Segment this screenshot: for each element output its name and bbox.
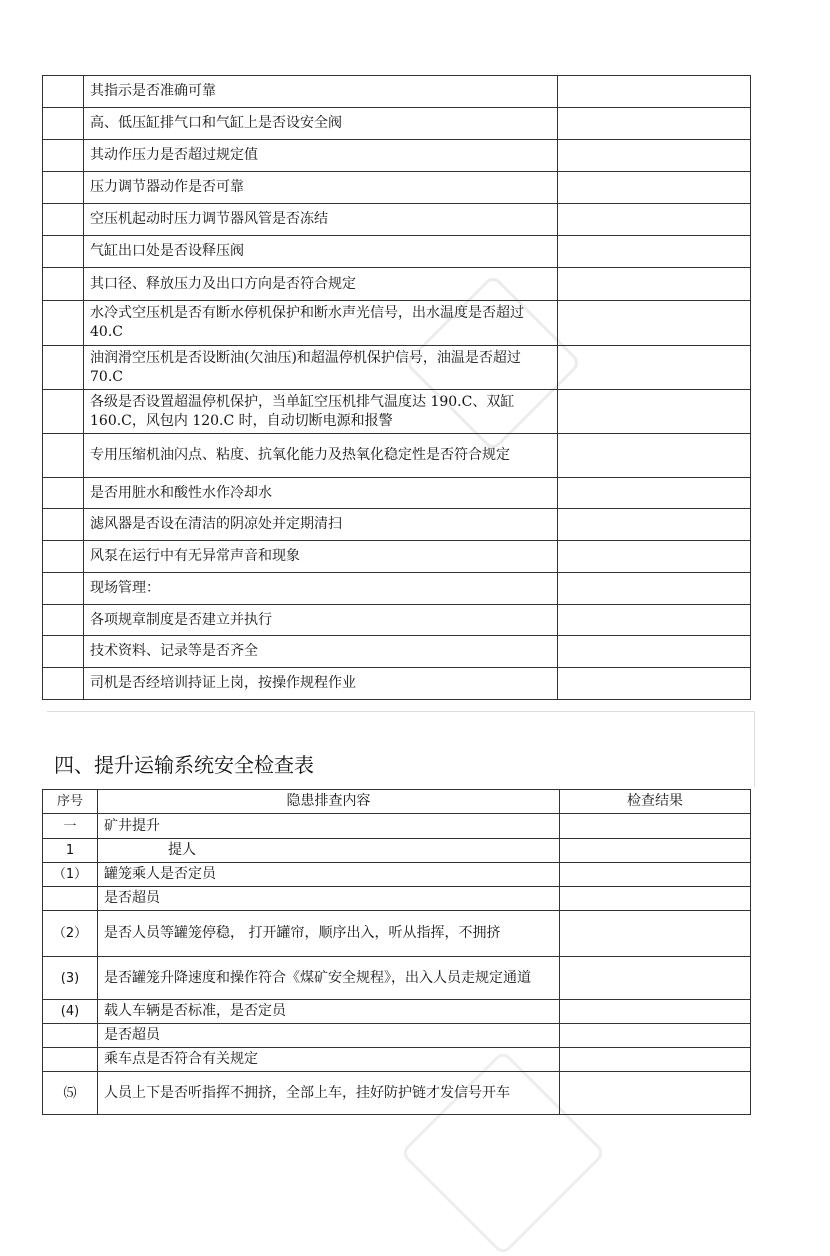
table-row — [43, 814, 751, 839]
inspection-table-hoisting — [42, 789, 751, 1115]
inspection-table-top — [42, 75, 751, 700]
result-cell[interactable] — [558, 605, 751, 636]
result-cell[interactable] — [560, 1072, 751, 1115]
table-row — [43, 76, 751, 108]
seq-cell — [43, 268, 84, 301]
result-cell[interactable] — [560, 1024, 751, 1048]
seq-cell — [43, 76, 84, 108]
seq-cell — [43, 1048, 98, 1072]
content-cell: 气缸出口处是否设释压阀 — [84, 236, 558, 268]
result-cell[interactable] — [560, 887, 751, 911]
seq-cell — [43, 887, 98, 911]
result-cell[interactable] — [558, 108, 751, 140]
table-row — [43, 236, 751, 268]
content-cell: 技术资料、记录等是否齐全 — [84, 636, 558, 668]
seq-cell — [43, 478, 84, 509]
seq-cell — [43, 541, 84, 573]
content-cell: 是否罐笼升降速度和操作符合《煤矿安全规程》，出入人员走规定通道 — [98, 957, 560, 1000]
section-title: 四、提升运输系统安全检查表 — [54, 753, 314, 777]
content-cell: 是否超员 — [98, 1024, 560, 1048]
table-row — [43, 478, 751, 509]
content-cell: 水冷式空压机是否有断水停机保护和断水声光信号，出水温度是否超过 40.C — [84, 301, 558, 346]
content-cell: 高、低压缸排气口和气缸上是否设安全阀 — [84, 108, 558, 140]
seq-cell: （1） — [43, 863, 98, 887]
seq-cell: ⑸ — [43, 1072, 98, 1115]
content-cell: 是否用脏水和酸性水作冷却水 — [84, 478, 558, 509]
table-row — [43, 887, 751, 911]
table-row — [43, 172, 751, 204]
content-cell: 其指示是否准确可靠 — [84, 76, 558, 108]
result-cell[interactable] — [558, 346, 751, 390]
table-row — [43, 668, 751, 700]
content-cell: 现场管理： — [84, 573, 558, 605]
content-cell: 滤风器是否设在清洁的阴凉处并定期清扫 — [84, 509, 558, 541]
table-row — [43, 541, 751, 573]
content-cell: 风泵在运行中有无异常声音和现象 — [84, 541, 558, 573]
table-row — [43, 390, 751, 434]
table-row — [43, 839, 751, 863]
result-cell[interactable] — [558, 76, 751, 108]
table-row — [43, 636, 751, 668]
result-cell[interactable] — [560, 911, 751, 957]
table-row — [43, 1048, 751, 1072]
seq-cell: (3) — [43, 957, 98, 1000]
header-content: 隐患排查内容 — [98, 790, 560, 814]
content-cell: 司机是否经培训持证上岗，按操作规程作业 — [84, 668, 558, 700]
result-cell[interactable] — [560, 814, 751, 839]
seq-cell — [43, 434, 84, 478]
content-cell: 矿井提升 — [98, 814, 560, 839]
content-cell: 其口径、释放压力及出口方向是否符合规定 — [84, 268, 558, 301]
result-cell[interactable] — [558, 236, 751, 268]
header-result: 检查结果 — [560, 790, 751, 814]
seq-cell — [43, 636, 84, 668]
table-row — [43, 204, 751, 236]
result-cell[interactable] — [560, 1000, 751, 1024]
content-cell: 专用压缩机油闪点、粘度、抗氧化能力及热氧化稳定性是否符合规定 — [84, 434, 558, 478]
table-row — [43, 1072, 751, 1115]
table-row — [43, 509, 751, 541]
table-row — [43, 434, 751, 478]
seq-cell — [43, 301, 84, 346]
seq-cell — [43, 346, 84, 390]
table-row — [43, 863, 751, 887]
result-cell[interactable] — [558, 668, 751, 700]
result-cell[interactable] — [558, 573, 751, 605]
result-cell[interactable] — [558, 301, 751, 346]
content-cell: 载人车辆是否标准，是否定员 — [98, 1000, 560, 1024]
table-row — [43, 911, 751, 957]
header-seq: 序号 — [43, 790, 98, 814]
seq-cell — [43, 573, 84, 605]
table-row — [43, 301, 751, 346]
table-row — [43, 605, 751, 636]
content-cell: 罐笼乘人是否定员 — [98, 863, 560, 887]
table-row — [43, 108, 751, 140]
result-cell[interactable] — [558, 636, 751, 668]
seq-cell: （2） — [43, 911, 98, 957]
content-cell: 各级是否设置超温停机保护，当单缸空压机排气温度达 190.C、双缸 160.C，风包内 120.C 时，自动切断电源和报警 — [84, 390, 558, 434]
content-cell: 是否人员等罐笼停稳， 打开罐帘，顺序出入，听从指挥，不拥挤 — [98, 911, 560, 957]
content-cell: 空压机起动时压力调节器风管是否冻结 — [84, 204, 558, 236]
content-cell: 各项规章制度是否建立并执行 — [84, 605, 558, 636]
result-cell[interactable] — [558, 541, 751, 573]
seq-cell — [43, 236, 84, 268]
content-cell: 提人 — [98, 839, 560, 863]
seq-cell — [43, 390, 84, 434]
seq-cell — [43, 1024, 98, 1048]
content-cell: 压力调节器动作是否可靠 — [84, 172, 558, 204]
table-row — [43, 1024, 751, 1048]
seq-cell — [43, 668, 84, 700]
content-cell: 是否超员 — [98, 887, 560, 911]
seq-cell — [43, 509, 84, 541]
table-row — [43, 1000, 751, 1024]
table-row — [43, 573, 751, 605]
content-cell: 其动作压力是否超过规定值 — [84, 140, 558, 172]
table-row — [43, 268, 751, 301]
result-cell[interactable] — [558, 268, 751, 301]
result-cell[interactable] — [558, 434, 751, 478]
seq-cell — [43, 108, 84, 140]
seq-cell — [43, 172, 84, 204]
seq-cell — [43, 140, 84, 172]
seq-cell — [43, 204, 84, 236]
table-header-row — [43, 790, 751, 814]
result-cell[interactable] — [558, 204, 751, 236]
seq-cell: 一 — [43, 814, 98, 839]
table-row — [43, 140, 751, 172]
content-cell: 油润滑空压机是否设断油(欠油压)和超温停机保护信号，油温是否超过 70.C — [84, 346, 558, 390]
seq-cell — [43, 605, 84, 636]
result-cell[interactable] — [558, 390, 751, 434]
result-cell[interactable] — [560, 839, 751, 863]
content-cell: 人员上下是否听指挥不拥挤，全部上车，挂好防护链才发信号开车 — [98, 1072, 560, 1115]
content-cell: 乘车点是否符合有关规定 — [98, 1048, 560, 1072]
result-cell[interactable] — [560, 863, 751, 887]
result-cell[interactable] — [558, 172, 751, 204]
result-cell[interactable] — [558, 478, 751, 509]
table-row — [43, 957, 751, 1000]
result-cell[interactable] — [558, 140, 751, 172]
result-cell[interactable] — [560, 957, 751, 1000]
result-cell[interactable] — [558, 509, 751, 541]
seq-cell: 1 — [43, 839, 98, 863]
seq-cell: (4) — [43, 1000, 98, 1024]
table-row — [43, 346, 751, 390]
result-cell[interactable] — [560, 1048, 751, 1072]
